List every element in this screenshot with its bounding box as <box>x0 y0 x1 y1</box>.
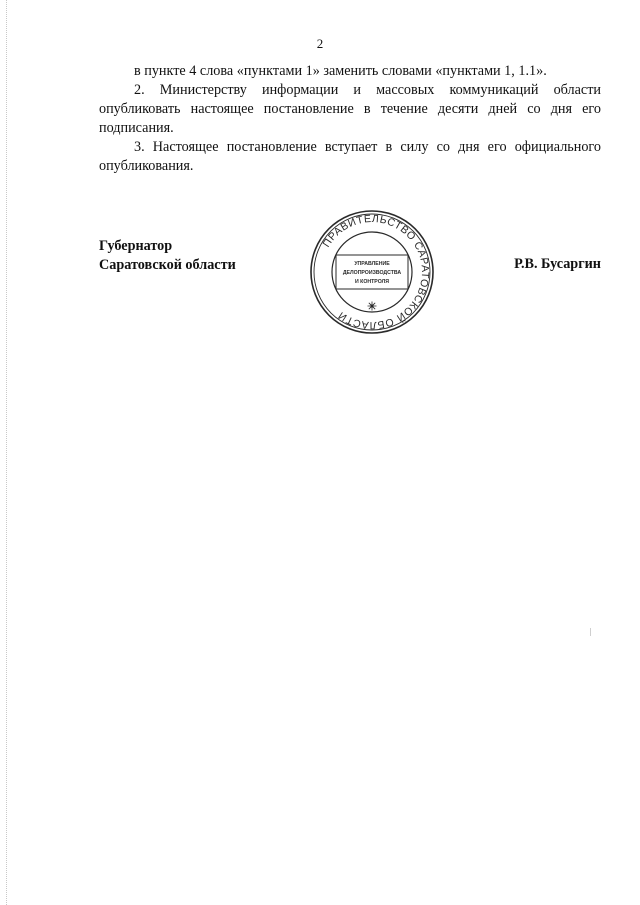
paragraph-3: 3. Настоящее постановление вступает в силу со дня его официального опубликования. <box>99 139 601 174</box>
stamp-inner-line-1: УПРАВЛЕНИЕ <box>354 261 390 267</box>
stamp-outer-text: ПРАВИТЕЛЬСТВО САРАТОВСКОЙ ОБЛАСТИ <box>320 212 432 332</box>
stamp-emblem <box>368 302 377 311</box>
signatory-title-line-2: Саратовской области <box>99 257 236 273</box>
official-stamp <box>309 209 435 335</box>
stamp-inner-line-3: И КОНТРОЛЯ <box>355 279 389 285</box>
scan-mark <box>590 628 591 636</box>
signatory-title-line-1: Губернатор <box>99 238 173 254</box>
stamp-inner-line-2: ДЕЛОПРОИЗВОДСТВА <box>342 270 402 276</box>
paragraph-2: 2. Министерству информации и массовых коммуникаций области опубликовать настоящее постановление в течение десяти дней со дня его подписания. <box>99 82 601 136</box>
left-edge-line <box>6 0 8 905</box>
signatory-name: Р.В. Бусаргин <box>514 256 601 272</box>
page-number: 2 <box>316 36 324 51</box>
paragraph-1: в пункте 4 слова «пунктами 1» заменить словами «пунктами 1, 1.1». <box>134 63 547 79</box>
signatory-title <box>99 237 236 275</box>
body-text <box>99 62 601 176</box>
